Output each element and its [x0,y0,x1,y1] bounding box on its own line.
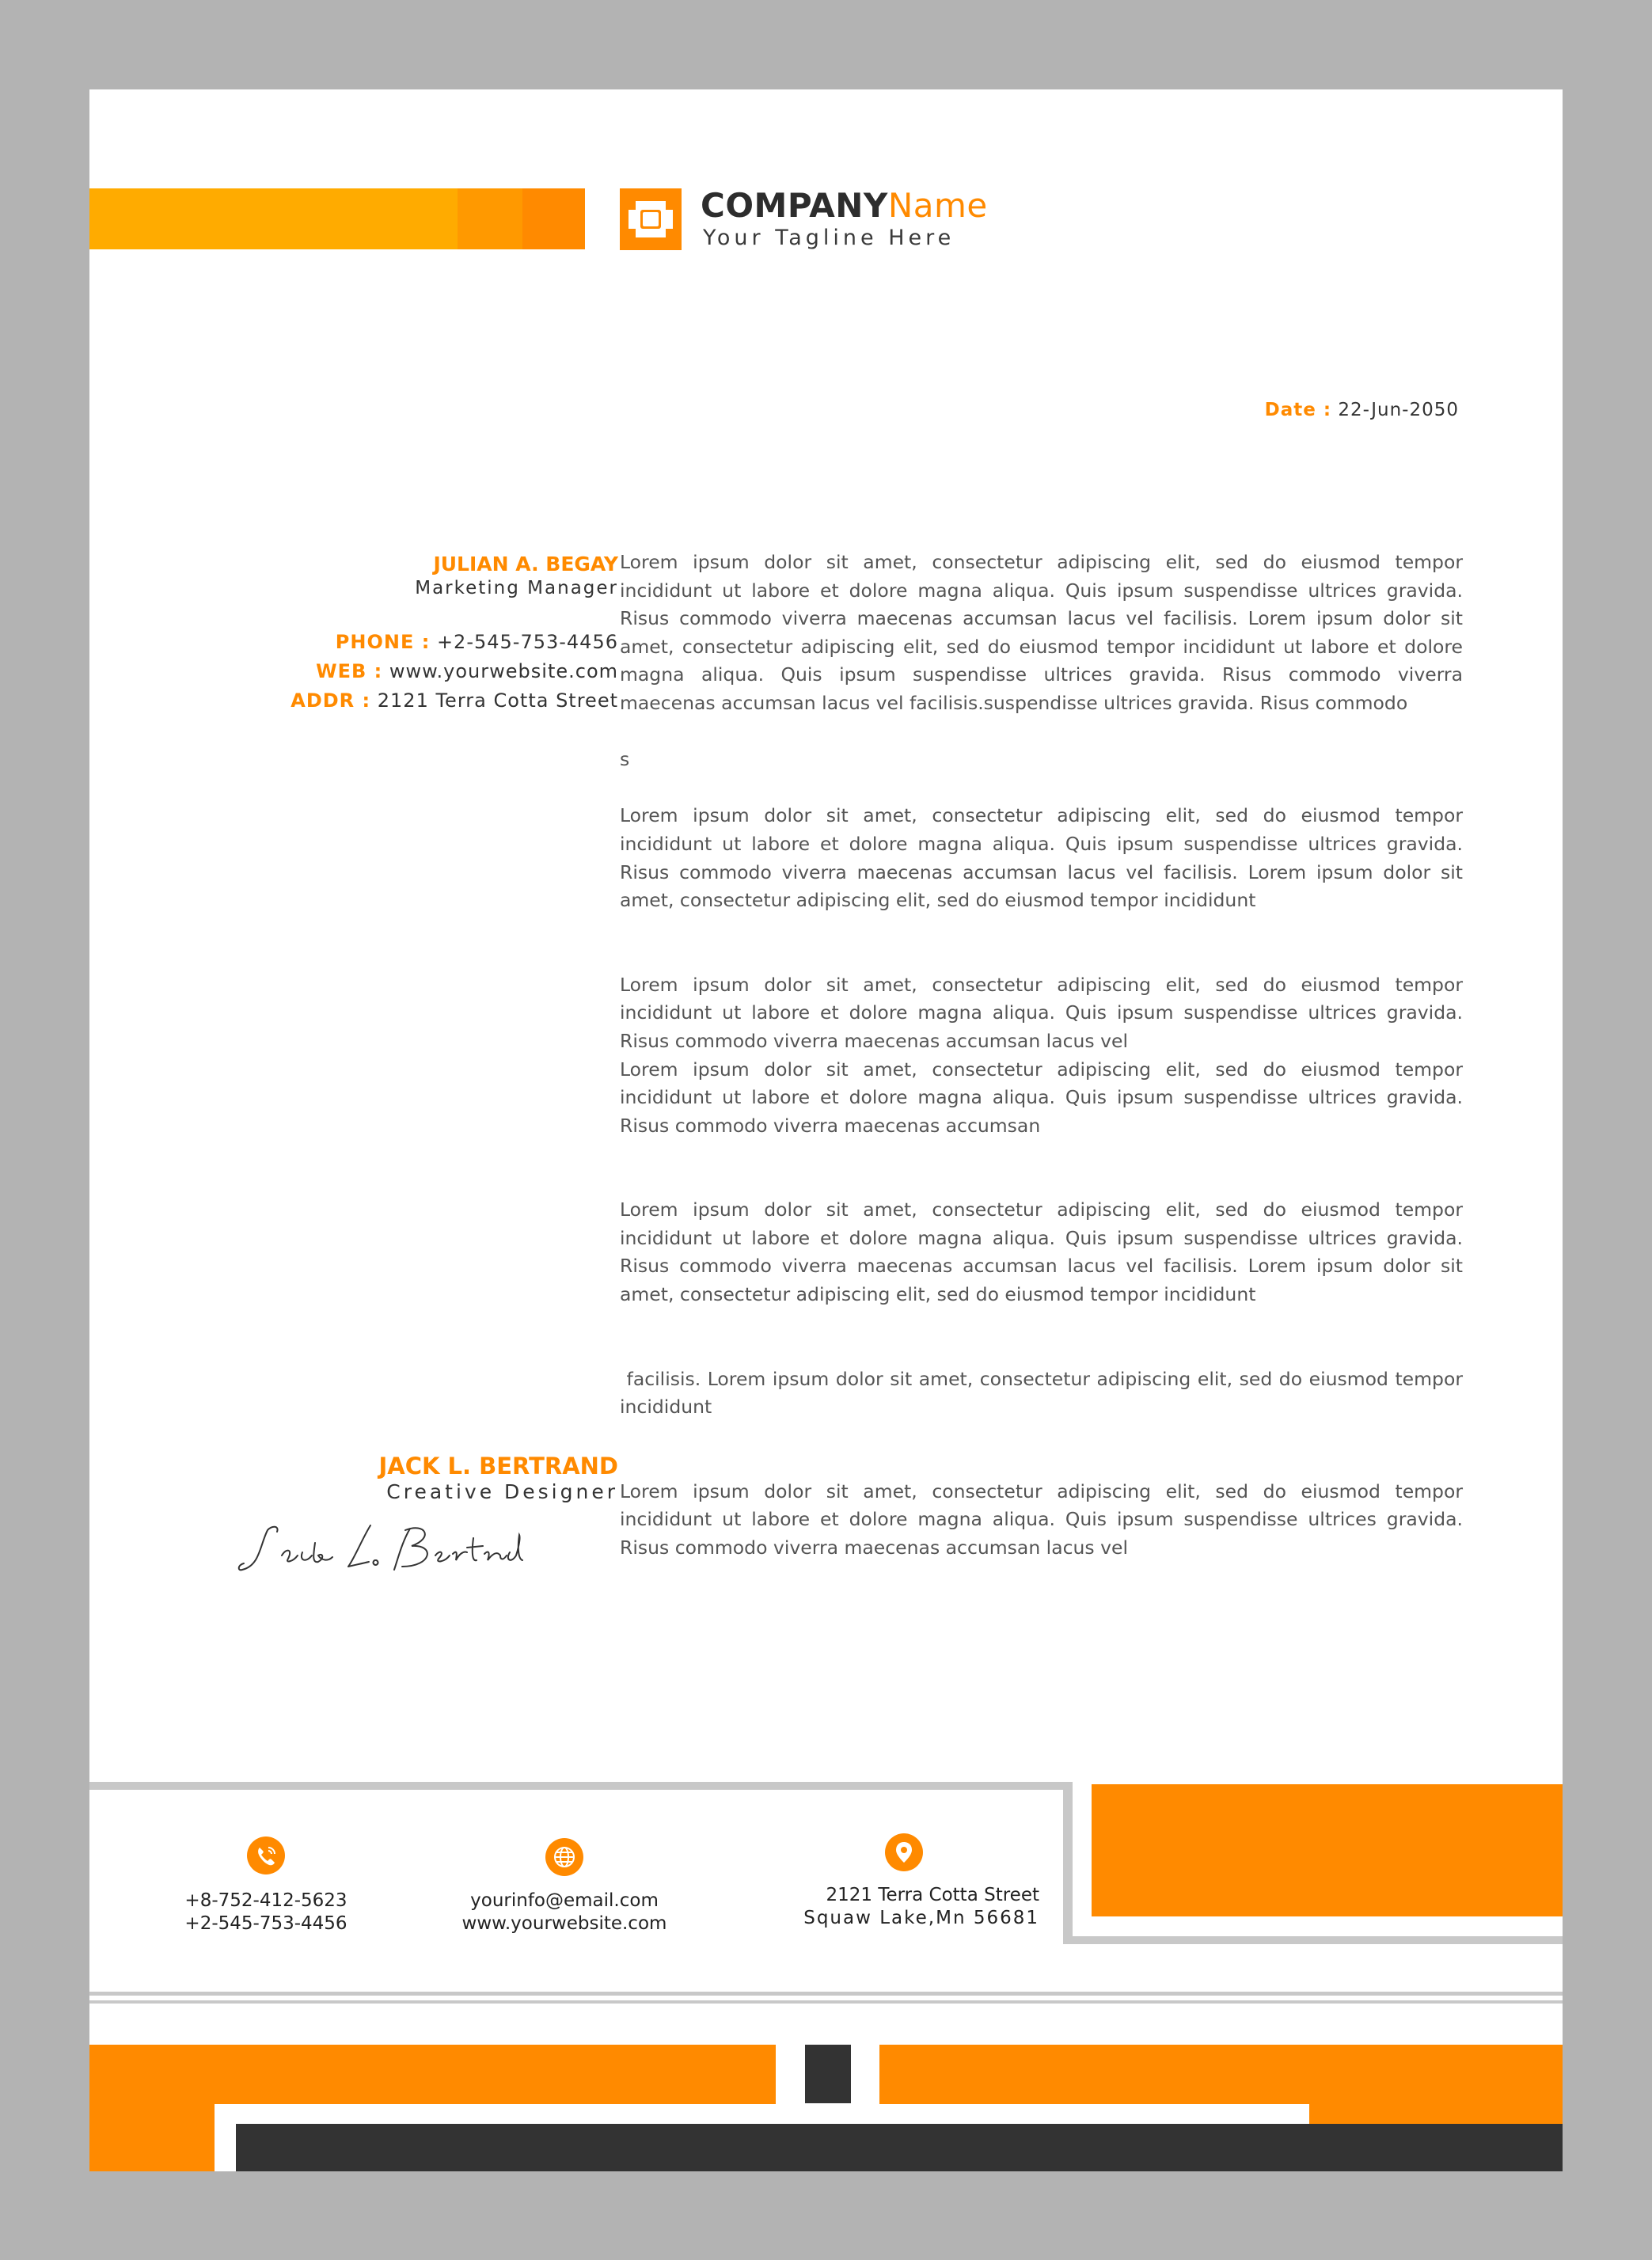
company-name-light: Name [887,186,988,225]
sender-addr: 2121 Terra Cotta Street [377,689,618,712]
body-paragraph: s [620,748,630,771]
date-value: 22-Jun-2050 [1338,400,1459,420]
bottom-band-dark [236,2124,1563,2171]
footer-divider-2 [89,2000,1563,2004]
company-tagline: Your Tagline Here [703,226,955,250]
footer-email: yourinfo@email.com [470,1890,659,1911]
addr-label: ADDR : [291,689,371,712]
body-paragraph: Lorem ipsum dolor sit amet, consectetur adipiscing elit, sed do eiusmod tempor incididunt ut labore et dolore magna aliqua. Quis ipsum suspendisse ultrices gravida. Risus commodo viverra maecenas accumsan [620,1058,1463,1137]
sender-web-line [291,657,618,686]
footer-phone-1: +8-752-412-5623 [184,1890,347,1911]
signer-name: JACK L. BERTRAND [378,1453,618,1479]
footer-phones [177,1890,355,1935]
sender-phone-line [291,628,618,657]
sender-web: www.yourwebsite.com [389,660,618,682]
body-paragraph: Lorem ipsum dolor sit amet, consectetur adipiscing elit, sed do eiusmod tempor incididunt ut labore et dolore magna aliqua. Quis ipsum suspendisse ultrices gravida. Risus commodo viverra maecenas accumsan lacus vel facilisis. Lorem ipsum dolor sit amet, consectetur adipiscing elit, sed do eiusmod tempor incididunt ut labore et dolore magna aliqua. Quis ipsum suspendisse ultrices gravida. Risus commodo viverra maecenas accumsan lacus vel facilisis.suspendisse ultrices gravida. Risus commodo [620,551,1463,714]
footer-address [770,1884,1039,1930]
sender-block [291,552,618,716]
letterhead-page [89,89,1563,2171]
footer-divider-1 [89,1992,1563,1996]
signer-block [378,1453,618,1505]
signer-role: Creative Designer [386,1480,618,1503]
web-label: WEB : [316,660,383,682]
phone-label: PHONE : [335,631,431,653]
sender-role: Marketing Manager [415,578,618,598]
logo-mark-icon [620,188,682,250]
date-label: Date : [1264,400,1332,420]
footer-website: www.yourwebsite.com [461,1913,667,1934]
footer-phone-2: +2-545-753-4456 [184,1913,347,1934]
header-bar-orange-light [458,188,522,249]
header-bar-yellow [89,188,458,249]
letter-date [1265,400,1459,420]
handwritten-signature [236,1514,529,1578]
body-paragraph: Lorem ipsum dolor sit amet, consectetur adipiscing elit, sed do eiusmod tempor incididunt ut labore et dolore magna aliqua. Quis ipsum suspendisse ultrices gravida. Risus commodo viverra maecenas accumsan lacus vel [620,973,1463,1052]
globe-icon [545,1838,583,1876]
footer-web [446,1890,683,1935]
header-bar-orange [522,188,585,249]
footer-frame-bottom [1063,1936,1563,1944]
body-paragraph: Lorem ipsum dolor sit amet, consectetur adipiscing elit, sed do eiusmod tempor incididunt ut labore et dolore magna aliqua. Quis ipsum suspendisse ultrices gravida. Risus commodo viverra maecenas accumsan lacus vel facilisis. Lorem ipsum dolor sit amet, consectetur adipiscing elit, sed do eiusmod tempor incididunt [620,804,1463,912]
company-name [701,186,988,226]
body-paragraph: facilisis. Lorem ipsum dolor sit amet, consectetur adipiscing elit, sed do eiusmod tempor incididunt [620,1367,1469,1419]
footer-frame-top [89,1782,1067,1790]
letter-body [620,549,1469,1590]
sender-name: JULIAN A. BEGAY [433,553,618,575]
body-paragraph: Lorem ipsum dolor sit amet, consectetur adipiscing elit, sed do eiusmod tempor incididunt ut labore et dolore magna aliqua. Quis ipsum suspendisse ultrices gravida. Risus commodo viverra maecenas accumsan lacus vel facilisis. Lorem ipsum dolor sit amet, consectetur adipiscing elit, sed do eiusmod tempor incididunt [620,1198,1463,1306]
phone-icon [247,1836,285,1874]
sender-phone: +2-545-753-4456 [436,631,618,653]
footer-frame-vertical [1063,1782,1073,1944]
footer-orange-box [1092,1784,1563,1916]
bottom-dark-square [805,2045,851,2103]
footer-address-2: Squaw Lake,Mn 56681 [803,1908,1039,1928]
footer-address-1: 2121 Terra Cotta Street [826,1885,1039,1905]
sender-contacts [291,628,618,716]
sender-addr-line [291,686,618,716]
location-pin-icon [885,1833,923,1871]
body-paragraph: Lorem ipsum dolor sit amet, consectetur adipiscing elit, sed do eiusmod tempor incididunt ut labore et dolore magna aliqua. Quis ipsum suspendisse ultrices gravida. Risus commodo viverra maecenas accumsan lacus vel [620,1479,1463,1559]
company-name-bold: COMPANY [701,186,888,225]
